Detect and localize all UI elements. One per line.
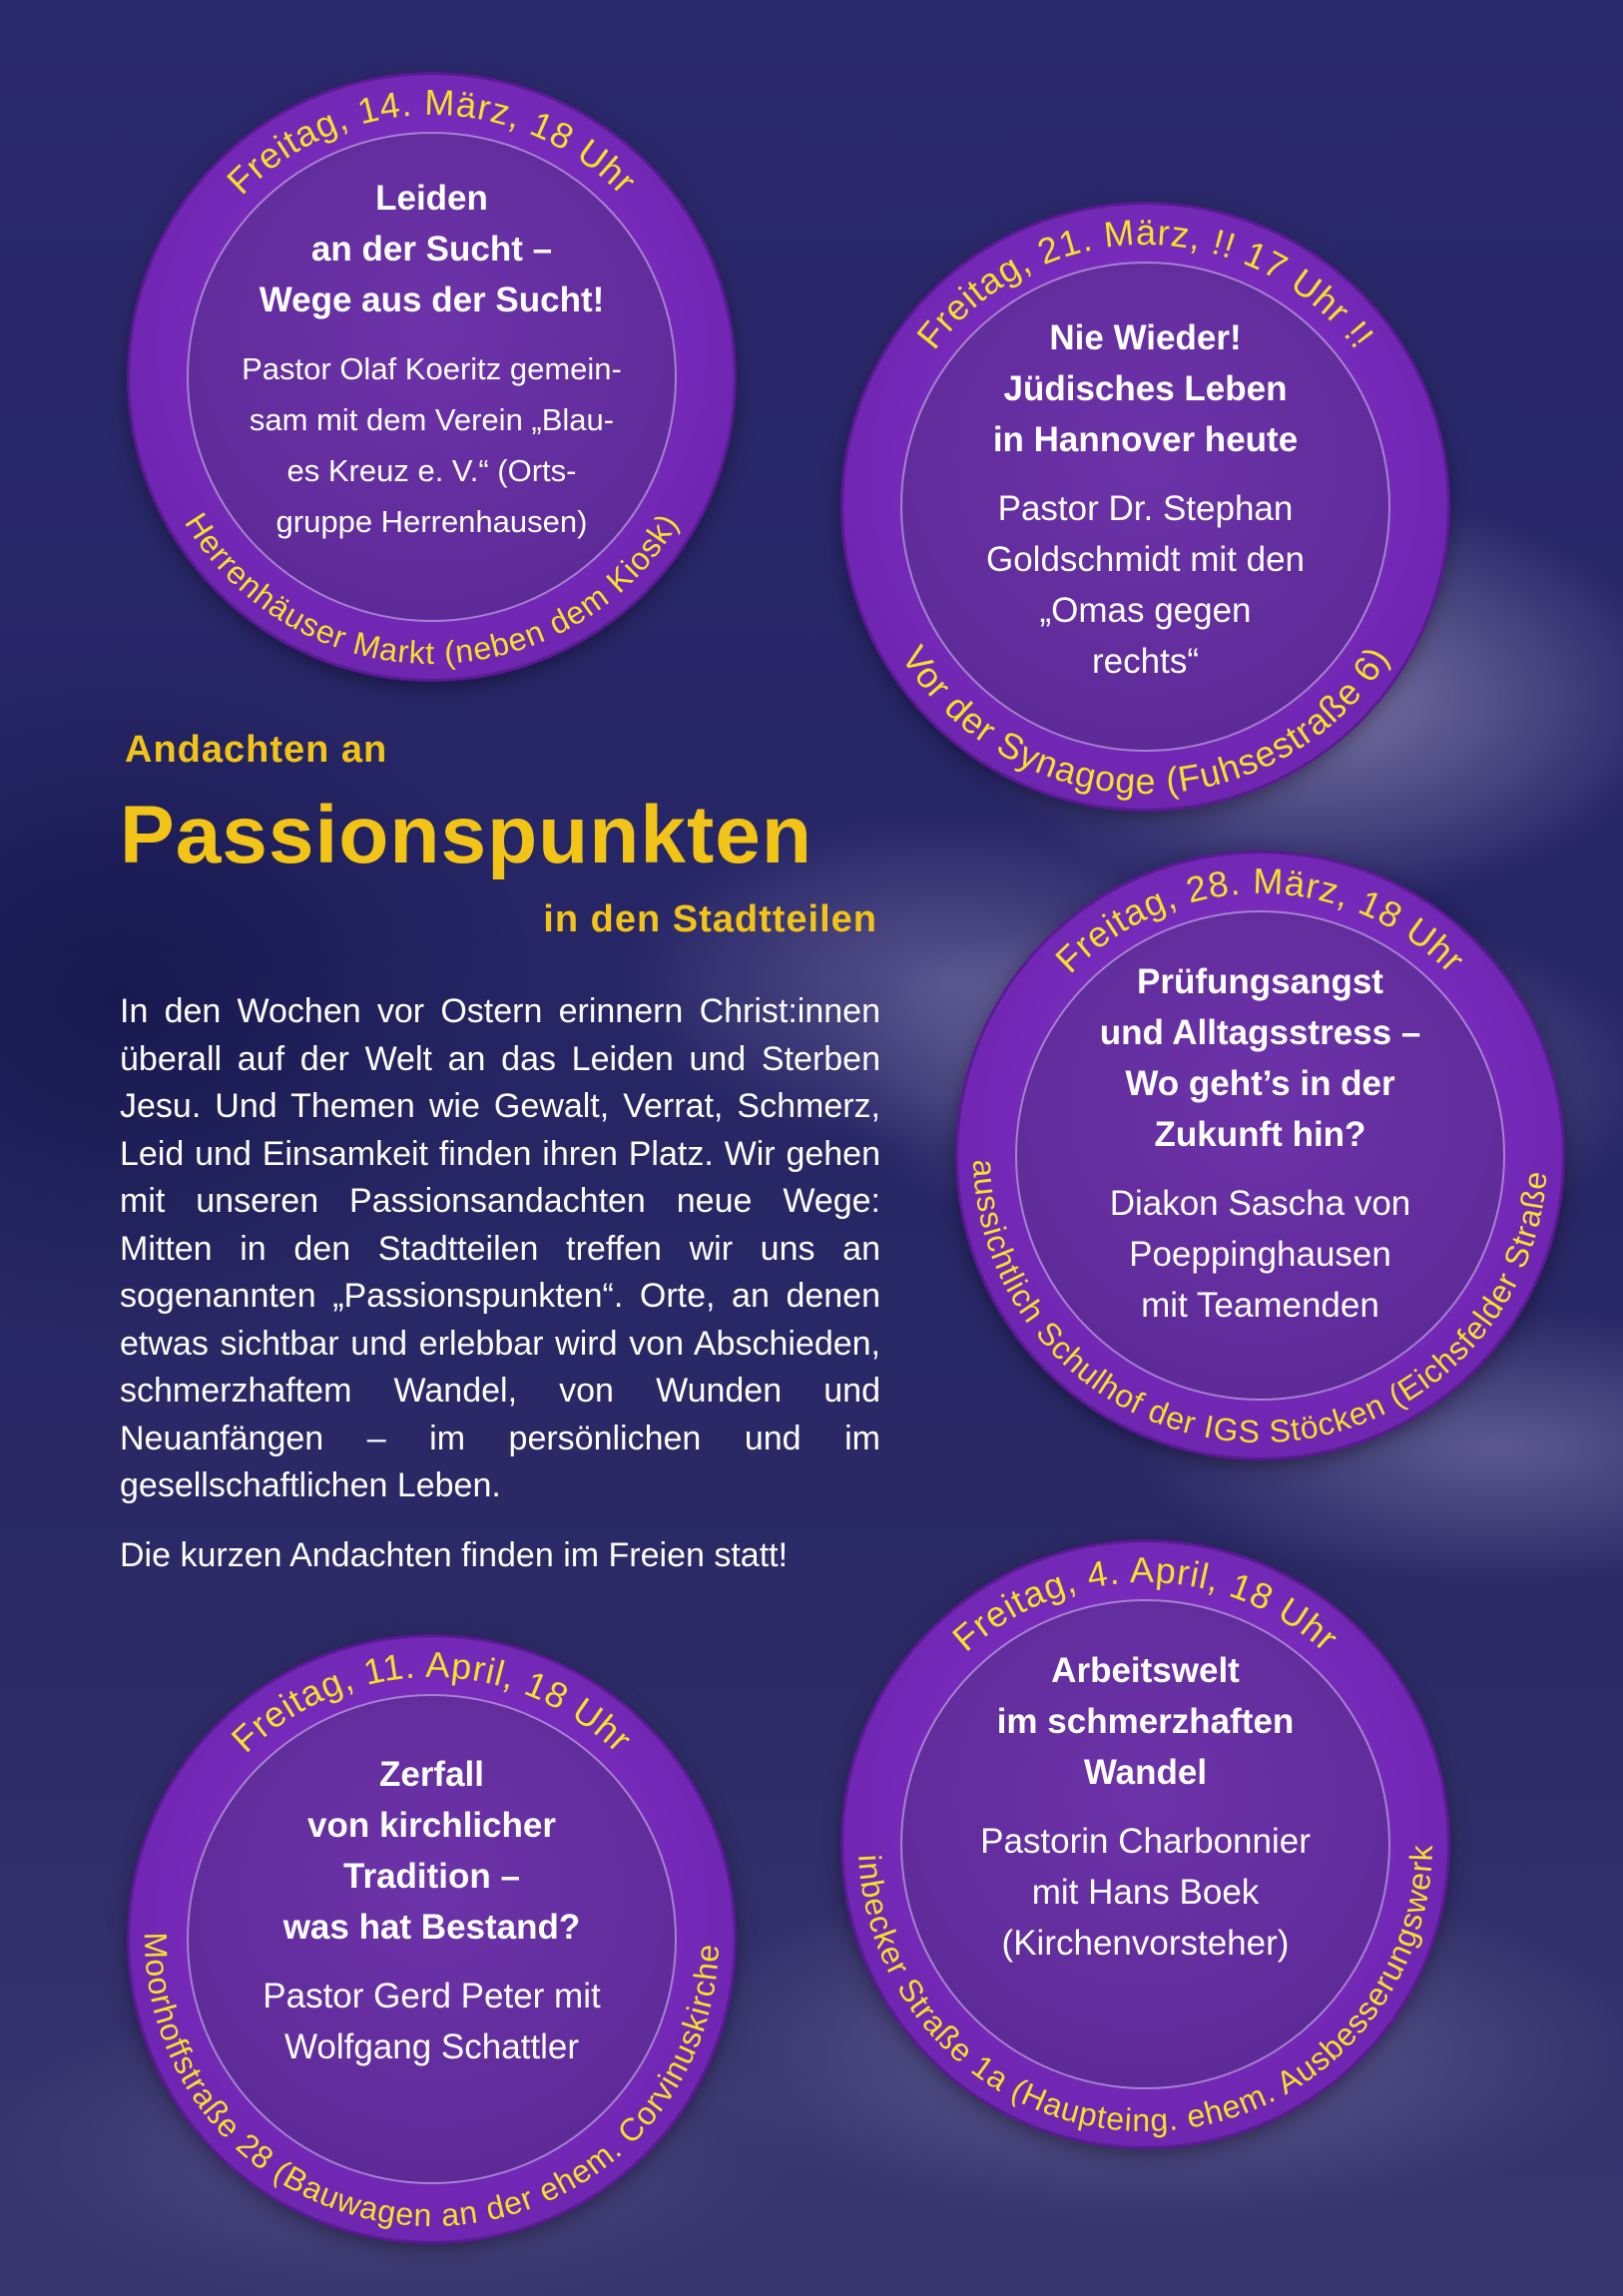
- event-2-people: Pastor Dr. Stephan Goldschmidt mit den „Omas gegen rechts“: [985, 489, 1306, 681]
- event-4-people: Pastorin Charbonnier mit Hans Boek (Kirchenvorsteher): [980, 1822, 1311, 1963]
- event-4-title: Arbeitswelt im schmerzhaften Wandel: [996, 1651, 1295, 1792]
- page-title: Passionspunkten: [120, 790, 812, 880]
- event-1-location: Herrenhäuser Markt (neben dem Kiosk): [178, 506, 686, 672]
- intro-text: [120, 988, 880, 1579]
- event-3-people: Diakon Sascha von Poeppinghausen mit Teamenden: [1109, 1184, 1411, 1325]
- event-3-title: Prüfungsangst und Alltagsstress – Wo geht’s in der Zukunft hin?: [1099, 962, 1421, 1154]
- event-5-location: Moorhoffstraße 28 (Bauwagen an der ehem. Corvinuskirche): [124, 1608, 727, 2234]
- event-circle-4: [831, 1513, 1447, 2146]
- event-circle-3: [948, 825, 1562, 1457]
- event-5-date: Freitag, 11. April, 18 Uhr: [223, 1643, 641, 1761]
- event-5-people: Pastor Gerd Peter mit Wolfgang Schattler: [263, 1977, 601, 2066]
- event-1-title: Leiden an der Sucht – Wege aus der Sucht!: [259, 179, 605, 319]
- intro-paragraph-2: Die kurzen Andachten finden im Freien statt!: [120, 1535, 789, 1574]
- event-2-title: Nie Wieder! Jüdisches Leben in Hannover heute: [992, 318, 1299, 459]
- event-4-date: Freitag, 4. April, 18 Uhr: [944, 1548, 1348, 1659]
- event-3-date: Freitag, 28. März, 18 Uhr: [1047, 860, 1474, 981]
- heading-subtitle: in den Stadtteilen: [543, 898, 877, 940]
- event-1-date: Freitag, 14. März, 18 Uhr: [219, 81, 646, 203]
- event-5-title: Zerfall von kirchlicher Tradition – was hat Bestand?: [282, 1755, 581, 1947]
- heading-kicker: Andachten an: [125, 729, 388, 771]
- intro-paragraph-1: In den Wochen vor Ostern erinnern Christ:innen überall auf der Welt an das Leiden und Sterben Jesu. Und Themen wie Gewalt, Verrat, Schmerz, Leid und Einsamkeit finden ihren Platz. Wir gehen mit unseren Passionsandachten neue Wege: Mitten in den Stadtteilen treffen wir uns an sogenannten „Passionspunkten“. Orte, an denen etwas sichtbar und erlebbar wird von Abschieden, schmerzhaftem Wandel, von Wunden und Neuanfängen – im persönlichen und im gesellschaftlichen Leben.: [120, 992, 880, 1504]
- event-circle-1: [130, 75, 734, 679]
- event-2-date: Freitag, 21. März, !! 17 Uhr !!: [908, 211, 1383, 356]
- event-1-people: Pastor Olaf Koeritz gemein- sam mit dem Verein „Blau- es Kreuz e. V.“ (Orts- gruppe Herrenhausen): [242, 351, 622, 539]
- event-circle-5: [124, 1608, 734, 2241]
- event-circle-2: [843, 205, 1447, 809]
- event-3-location: voraussichtlich Schulhof der IGS Stöcken (Eichsfelder Straße 38): [948, 825, 1554, 1450]
- event-4-location: Einbecker Straße 1a (Haupteing. ehem. Ausbesserungswerk): [831, 1513, 1440, 2139]
- event-2-location: Vor der Synagoge (Fuhsestraße 6): [893, 638, 1397, 803]
